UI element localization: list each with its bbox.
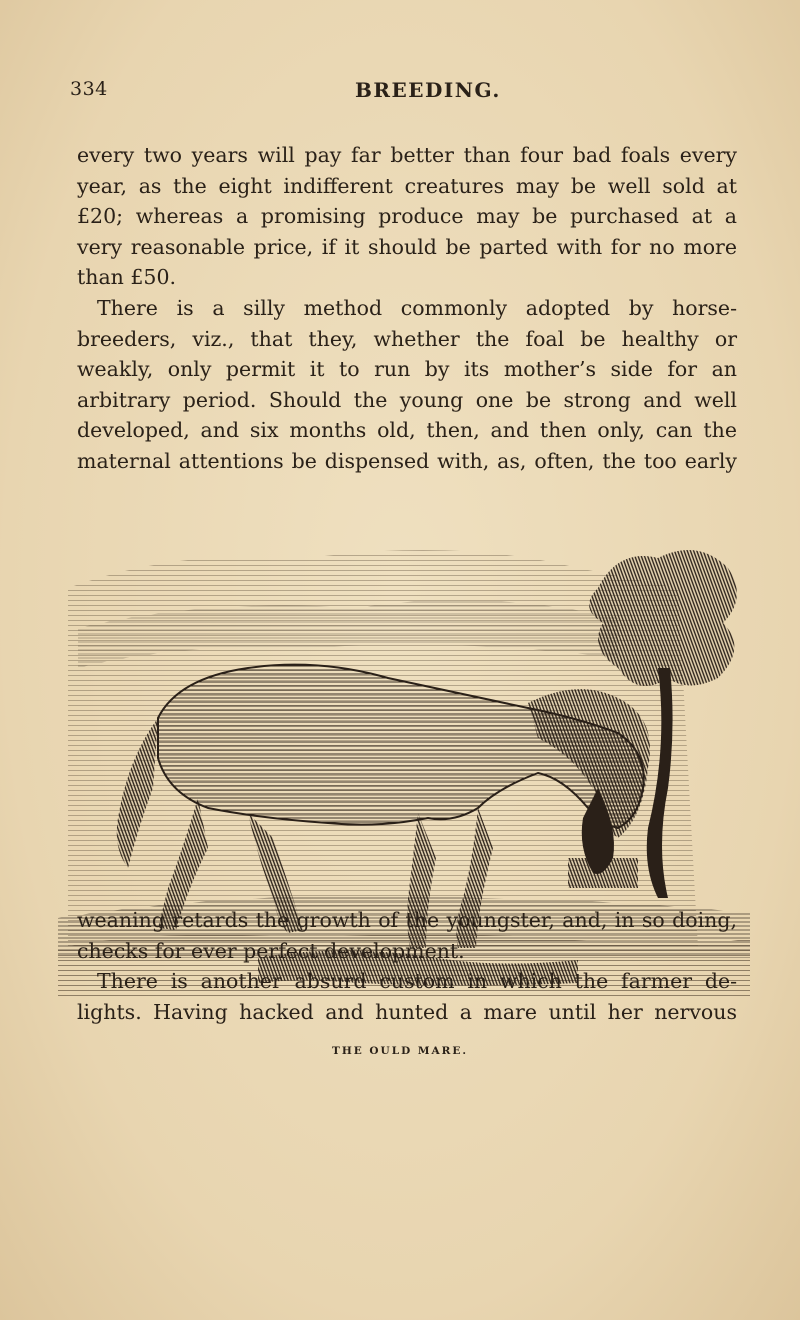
text-line: weaning retards the growth of the youngster, and, in so doing, (77, 908, 737, 932)
text-line: There is another absurd custom in which the farmer de- (97, 969, 737, 994)
page-number: 334 (70, 78, 108, 100)
body-text-bottom (77, 905, 737, 1027)
text-line: checks for ever perfect development. (77, 938, 465, 963)
text-line: very reasonable price, if it should be parted with for no more (77, 234, 737, 259)
text-line: year, as the eight indifferent creatures may be well sold at (77, 173, 737, 198)
text-line: every two years will pay far better than four bad foals every (77, 143, 737, 167)
text-line: There is a silly method commonly adopted by horse- (97, 295, 737, 320)
running-title: BREEDING. (355, 78, 501, 102)
text-line: weakly, only permit it to run by its mother’s side for an (77, 357, 737, 382)
text-line: lights. Having hacked and hunted a mare until her nervous (77, 999, 737, 1024)
page-header (70, 78, 740, 108)
text-line: £20; whereas a promising produce may be purchased at a (77, 204, 737, 229)
text-line: maternal attentions be dispensed with, as, often, the too early (77, 448, 737, 473)
text-line: developed, and six months old, then, and then only, can the (77, 418, 737, 443)
text-line: breeders, viz., that they, whether the foal be healthy or (77, 326, 737, 351)
text-line: than £50. (77, 265, 177, 290)
figure-caption: THE OULD MARE. (332, 1045, 468, 1057)
text-line: arbitrary period. Should the young one be strong and well (77, 387, 737, 412)
body-text-top (77, 140, 737, 477)
